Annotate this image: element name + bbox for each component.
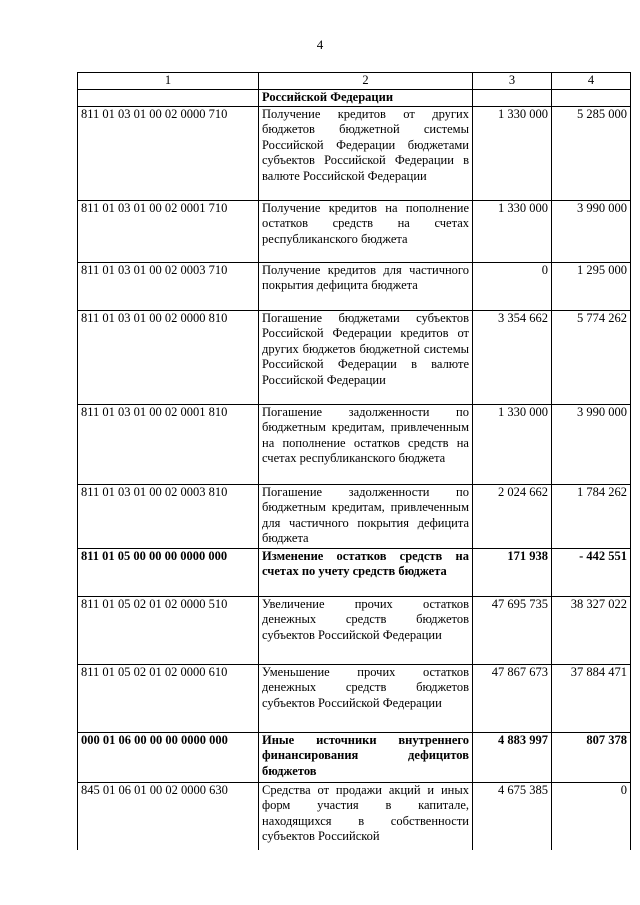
value-col3-cell: 171 938 (473, 548, 552, 596)
value-col3-cell: 47 867 673 (473, 664, 552, 732)
value-col4-cell: 1 784 262 (552, 484, 631, 548)
value-col3-cell (473, 89, 552, 106)
value-col4-cell: 0 (552, 782, 631, 850)
code-cell: 811 01 03 01 00 02 0003 710 (78, 262, 259, 310)
value-col3-cell: 4 675 385 (473, 782, 552, 850)
description-cell: Погашение задолженности по бюджетным кредитам, привлеченным на пополнение остатков средств на счетах республиканского бюджета (259, 404, 473, 484)
description-cell: Иные источники внутреннего финансирования дефицитов бюджетов (259, 732, 473, 782)
description-cell: Получение кредитов для частичного покрытия дефицита бюджета (259, 262, 473, 310)
code-cell: 811 01 05 02 01 02 0000 510 (78, 596, 259, 664)
value-col4-cell: 3 990 000 (552, 404, 631, 484)
description-cell: Погашение задолженности по бюджетным кредитам, привлеченным для частичного покрытия дефицита бюджета (259, 484, 473, 548)
column-header: 4 (552, 73, 631, 90)
code-cell: 845 01 06 01 00 02 0000 630 (78, 782, 259, 850)
description-cell: Средства от продажи акций и иных форм участия в капитале, находящихся в собственности субъектов Российской (259, 782, 473, 850)
table-row (78, 262, 631, 310)
column-header: 1 (78, 73, 259, 90)
value-col3-cell: 3 354 662 (473, 310, 552, 404)
value-col3-cell: 47 695 735 (473, 596, 552, 664)
table-row (78, 200, 631, 262)
value-col3-cell: 1 330 000 (473, 200, 552, 262)
table-row (78, 106, 631, 200)
table-row (78, 596, 631, 664)
description-cell: Погашение бюджетами субъектов Российской Федерации кредитов от других бюджетов бюджетной системы Российской Федерации в валюте Российской Федерации (259, 310, 473, 404)
code-cell (78, 89, 259, 106)
code-cell: 000 01 06 00 00 00 0000 000 (78, 732, 259, 782)
code-cell: 811 01 03 01 00 02 0000 810 (78, 310, 259, 404)
code-cell: 811 01 03 01 00 02 0001 710 (78, 200, 259, 262)
table-row (78, 89, 631, 106)
description-cell: Российской Федерации (259, 89, 473, 106)
value-col3-cell: 1 330 000 (473, 106, 552, 200)
value-col3-cell: 1 330 000 (473, 404, 552, 484)
description-cell: Получение кредитов от других бюджетов бюджетной системы Российской Федерации бюджетами субъектов Российской Федерации в валюте Российской Федерации (259, 106, 473, 200)
description-cell: Уменьшение прочих остатков денежных средств бюджетов субъектов Российской Федерации (259, 664, 473, 732)
value-col4-cell: 807 378 (552, 732, 631, 782)
column-header: 2 (259, 73, 473, 90)
page-number: 4 (316, 37, 324, 52)
value-col3-cell: 2 024 662 (473, 484, 552, 548)
value-col3-cell: 0 (473, 262, 552, 310)
value-col3-cell: 4 883 997 (473, 732, 552, 782)
table-row (78, 404, 631, 484)
value-col4-cell: 1 295 000 (552, 262, 631, 310)
value-col4-cell: 38 327 022 (552, 596, 631, 664)
value-col4-cell (552, 89, 631, 106)
column-header: 3 (473, 73, 552, 90)
value-col4-cell: 5 285 000 (552, 106, 631, 200)
value-col4-cell: 3 990 000 (552, 200, 631, 262)
table-row (78, 548, 631, 596)
table-row (78, 782, 631, 850)
table-row (78, 732, 631, 782)
value-col4-cell: 5 774 262 (552, 310, 631, 404)
table-row (78, 664, 631, 732)
code-cell: 811 01 03 01 00 02 0003 810 (78, 484, 259, 548)
table-row (78, 310, 631, 404)
description-cell: Получение кредитов на пополнение остатков средств на счетах республиканского бюджета (259, 200, 473, 262)
description-cell: Изменение остатков средств на счетах по учету средств бюджета (259, 548, 473, 596)
value-col4-cell: - 442 551 (552, 548, 631, 596)
value-col4-cell: 37 884 471 (552, 664, 631, 732)
table-header-row (78, 73, 631, 90)
code-cell: 811 01 05 02 01 02 0000 610 (78, 664, 259, 732)
code-cell: 811 01 03 01 00 02 0001 810 (78, 404, 259, 484)
description-cell: Увеличение прочих остатков денежных средств бюджетов субъектов Российской Федерации (259, 596, 473, 664)
code-cell: 811 01 03 01 00 02 0000 710 (78, 106, 259, 200)
table-body (78, 89, 631, 850)
sources-table (77, 72, 631, 850)
code-cell: 811 01 05 00 00 00 0000 000 (78, 548, 259, 596)
table-row (78, 484, 631, 548)
